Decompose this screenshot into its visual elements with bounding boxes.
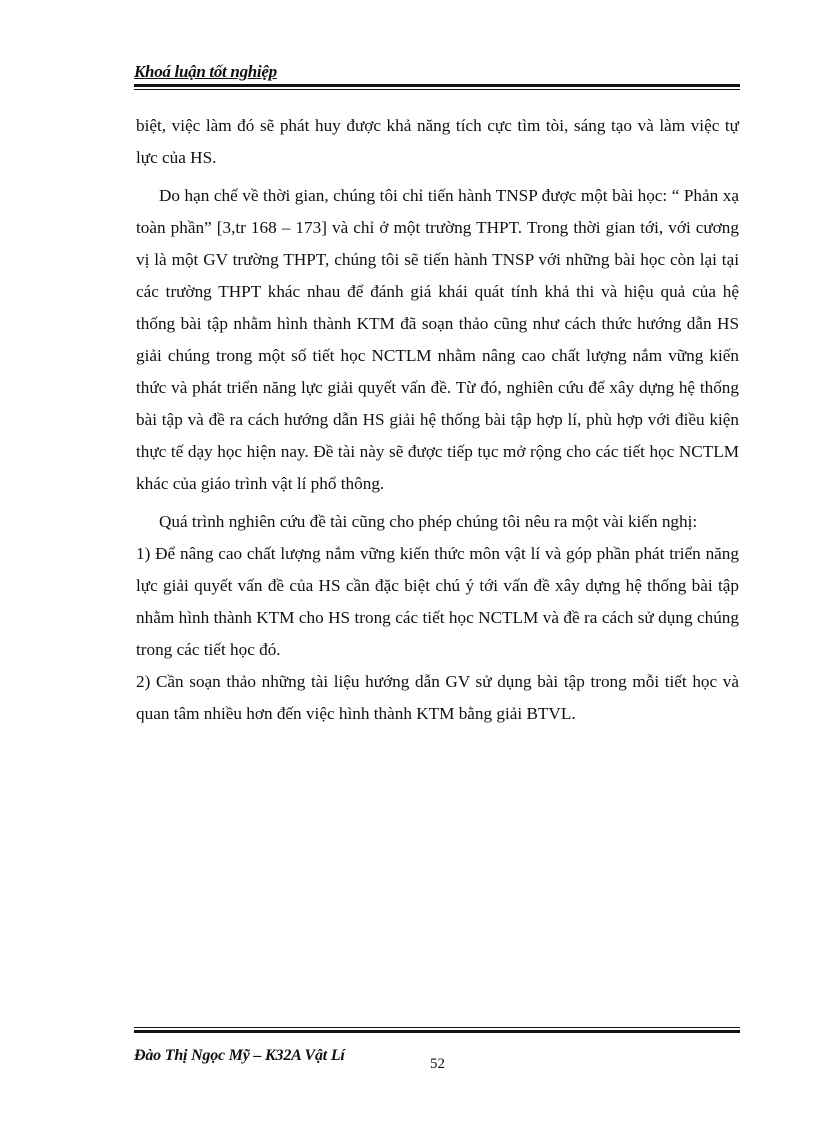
footer-rules [134, 1027, 740, 1033]
footer-rule-thin [134, 1027, 740, 1028]
recommendation-item-1: 1) Để nâng cao chất lượng nắm vững kiến thức môn vật lí và góp phần phát triển năng lực giải quyết vấn đề của HS cần đặc biệt chú ý tới vấn đề xây dựng hệ thống bài tập nhằm hình thành KTM cho HS trong các tiết học NCTLM và đề ra cách sử dụng chúng trong các tiết học đó. [136, 544, 739, 659]
paragraph-recommendations-intro: Quá trình nghiên cứu đề tài cũng cho phép chúng tôi nêu ra một vài kiến nghị: [159, 512, 698, 531]
header-rule-thin [134, 89, 740, 90]
footer-rule-thick [134, 1030, 740, 1033]
body-text [136, 110, 739, 730]
header-rule-thick [134, 84, 740, 87]
header-title: Khoá luận tốt nghiệp [134, 62, 277, 81]
paragraph-continuation: biệt, việc làm đó sẽ phát huy được khả năng tích cực tìm tòi, sáng tạo và làm việc tự lực của HS. [136, 116, 739, 167]
paragraph-limitations: Do hạn chế về thời gian, chúng tôi chỉ tiến hành TNSP được một bài học: “ Phản xạ toàn phần” [3,tr 168 – 173] và chỉ ở một trường THPT. Trong thời gian tới, với cương vị là một GV trường THPT, chúng tôi sẽ tiến hành TNSP với những bài học còn lại tại các trường THPT khác nhau để đánh giá khái quát tính khả thi và hiệu quả của hệ thống bài tập nhằm hình thành KTM đã soạn thảo cũng như cách thức hướng dẫn HS giải chúng trong một số tiết học NCTLM nhằm nâng cao chất lượng nắm vững kiến thức và phát triển năng lực giải quyết vấn đề. Từ đó, nghiên cứu để xây dựng hệ thống bài tập và đề ra cách hướng dẫn HS giải hệ thống bài tập hợp lí, phù hợp với điều kiện thực tế dạy học hiện nay. Đề tài này sẽ được tiếp tục mở rộng cho các tiết học NCTLM khác của giáo trình vật lí phổ thông. [136, 186, 739, 493]
page-number: 52 [430, 1056, 445, 1072]
recommendation-item-2: 2) Cần soạn thảo những tài liệu hướng dẫn GV sử dụng bài tập trong mỗi tiết học và quan tâm nhiều hơn đến việc hình thành KTM bằng giải BTVL. [136, 672, 739, 723]
page-header [134, 62, 740, 90]
footer-author: Đào Thị Ngọc Mỹ – K32A Vật Lí [134, 1047, 345, 1064]
